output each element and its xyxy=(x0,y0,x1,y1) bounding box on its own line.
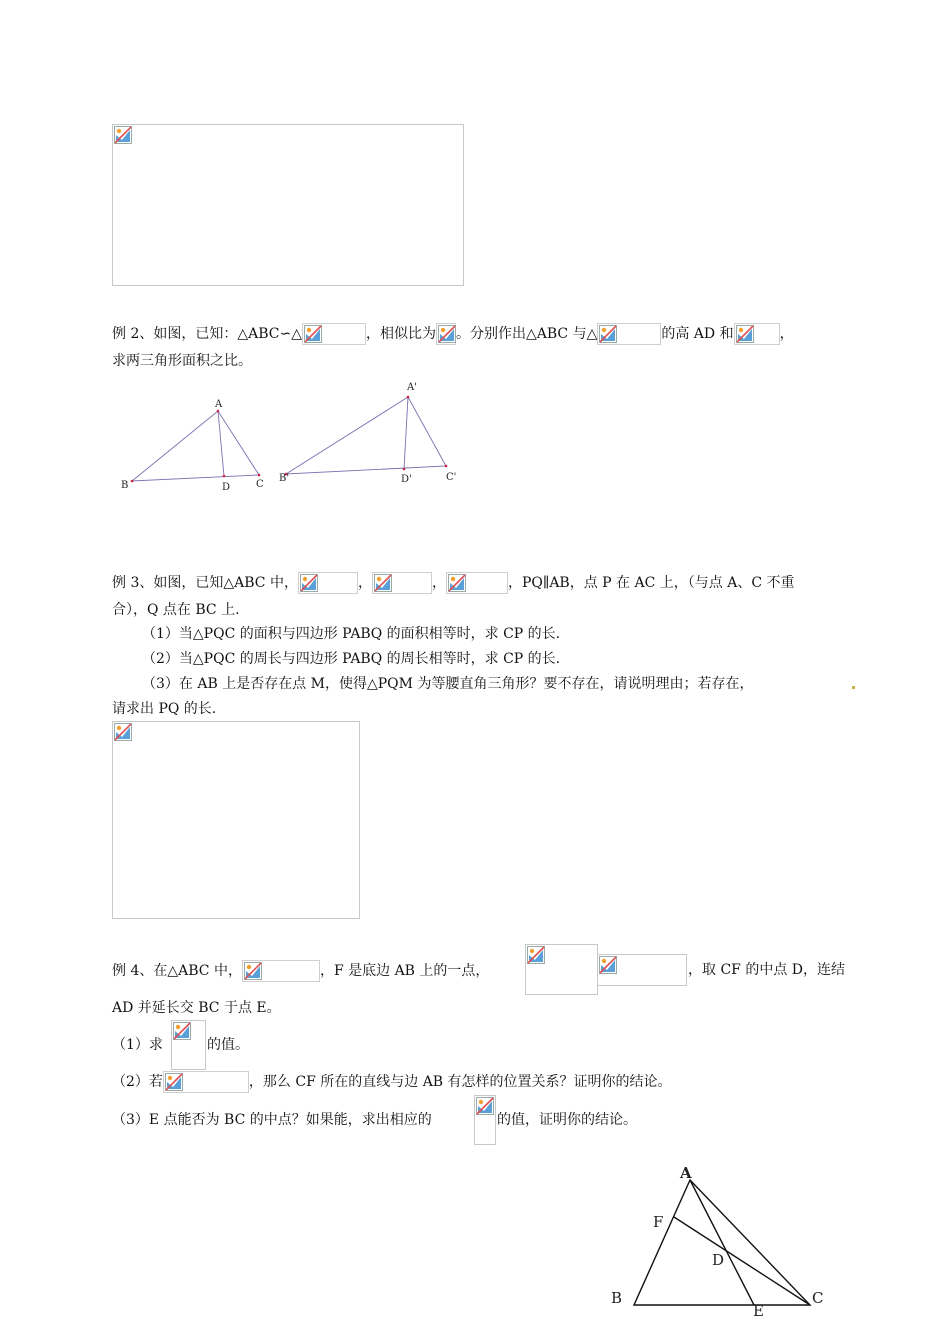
altitude-a2d2 xyxy=(404,397,408,469)
label-a: A xyxy=(680,1164,692,1182)
image-placeholder-ex3 xyxy=(112,721,360,919)
ex4-text: 例 4、在△ABC 中， xyxy=(112,963,242,979)
ex2-text: ， xyxy=(779,326,794,342)
altitude-ad xyxy=(218,411,224,476)
inline-image xyxy=(597,323,661,345)
broken-image-icon xyxy=(165,1073,183,1091)
ex3-question-1: （1）当△PQC 的面积与四边形 PABQ 的面积相等时，求 CP 的长. xyxy=(142,626,561,642)
ex2-line2: 求两三角形面积之比。 xyxy=(112,353,252,369)
label-d: D xyxy=(712,1251,725,1269)
inline-image xyxy=(446,572,508,594)
ex4-question-3-b: 的值，证明你的结论。 xyxy=(497,1112,637,1128)
inline-image xyxy=(597,954,687,986)
inline-image-fraction xyxy=(171,1020,206,1070)
label-d: D xyxy=(222,482,231,493)
label-c: C xyxy=(256,479,264,490)
inline-image xyxy=(372,572,432,594)
broken-image-icon xyxy=(527,946,545,964)
figure-triangle-abc-cevians xyxy=(600,1160,840,1320)
inline-image xyxy=(242,960,320,982)
ex3-question-3: （3）在 AB 上是否存在点 M，使得△PQM 为等腰直角三角形？要不存在，请说明理由；若存在， xyxy=(142,676,754,692)
ex4-question-3-a: （3）E 点能否为 BC 的中点？如果能，求出相应的 xyxy=(112,1112,432,1128)
ex3-text: 例 3、如图，已知△ABC 中， xyxy=(112,575,298,591)
broken-image-icon xyxy=(304,325,322,343)
ex2-text: 。分别作出△ABC 与△ xyxy=(456,326,598,342)
label-b-prime: B' xyxy=(279,473,290,484)
inline-image xyxy=(436,323,456,345)
ex3-line2: 合），Q 点在 BC 上. xyxy=(112,602,240,618)
label-d-prime: D' xyxy=(401,474,412,485)
triangle-a2b2c2 xyxy=(286,397,446,474)
label-b: B xyxy=(611,1289,623,1307)
broken-image-icon xyxy=(736,325,754,343)
ex3-line1 xyxy=(112,572,794,594)
triangle-abc xyxy=(132,411,259,481)
figure-similar-triangles xyxy=(110,378,470,498)
label-b: B xyxy=(121,480,129,491)
label-e: E xyxy=(753,1302,764,1320)
label-f: F xyxy=(653,1213,664,1231)
broken-image-icon xyxy=(476,1097,494,1115)
inline-image xyxy=(163,1071,249,1093)
segment-ae xyxy=(690,1180,754,1305)
ex2-text: 的高 AD 和 xyxy=(661,326,734,342)
ex4-line2: AD 并延长交 BC 于点 E。 xyxy=(112,1000,281,1016)
broken-image-icon xyxy=(438,325,456,343)
broken-image-icon xyxy=(173,1022,191,1040)
ex2-text: 例 2、如图，已知：△ABC∽△ xyxy=(112,326,302,342)
inline-image xyxy=(302,323,366,345)
label-c-prime: C' xyxy=(446,472,457,483)
inline-image-fraction xyxy=(474,1095,496,1145)
inline-image xyxy=(734,323,780,345)
ex3-text: ， xyxy=(431,575,446,591)
ex4-text: （2）若 xyxy=(112,1074,163,1090)
broken-image-icon xyxy=(448,574,466,592)
broken-image-icon xyxy=(114,723,132,741)
label-c: C xyxy=(812,1289,824,1307)
ex2-line1 xyxy=(112,323,794,345)
ex4-text: ，那么 CF 所在的直线与边 AB 有怎样的位置关系？证明你的结论。 xyxy=(248,1074,672,1090)
ex4-question-2 xyxy=(112,1071,672,1093)
stray-dot xyxy=(852,686,855,689)
broken-image-icon xyxy=(300,574,318,592)
broken-image-icon xyxy=(244,962,262,980)
ex3-question-2: （2）当△PQC 的周长与四边形 PABQ 的周长相等时，求 CP 的长. xyxy=(142,651,561,667)
broken-image-icon xyxy=(374,574,392,592)
ex4-question-1-b: 的值。 xyxy=(207,1037,249,1053)
ex4-text: ，F 是底边 AB 上的一点， xyxy=(319,963,490,979)
ex3-question-3b: 请求出 PQ 的长. xyxy=(112,701,217,717)
ex3-text: ，PQ∥AB，点 P 在 AC 上，（与点 A、C 不重 xyxy=(507,575,795,591)
broken-image-icon xyxy=(599,325,617,343)
ex4-line1 xyxy=(112,960,489,982)
inline-image-tall xyxy=(525,944,598,995)
ex2-text: ，相似比为 xyxy=(366,326,436,342)
inline-image xyxy=(298,572,358,594)
ex4-question-1-a: （1）求 xyxy=(112,1037,163,1053)
broken-image-icon xyxy=(114,126,132,144)
segment-cf xyxy=(674,1217,810,1305)
ex3-text: ， xyxy=(357,575,372,591)
label-a-prime: A' xyxy=(407,382,417,393)
label-a: A xyxy=(215,399,223,410)
ex4-line1-end: ，取 CF 的中点 D，连结 xyxy=(688,962,846,978)
image-placeholder-top xyxy=(112,124,464,286)
broken-image-icon xyxy=(599,956,617,974)
